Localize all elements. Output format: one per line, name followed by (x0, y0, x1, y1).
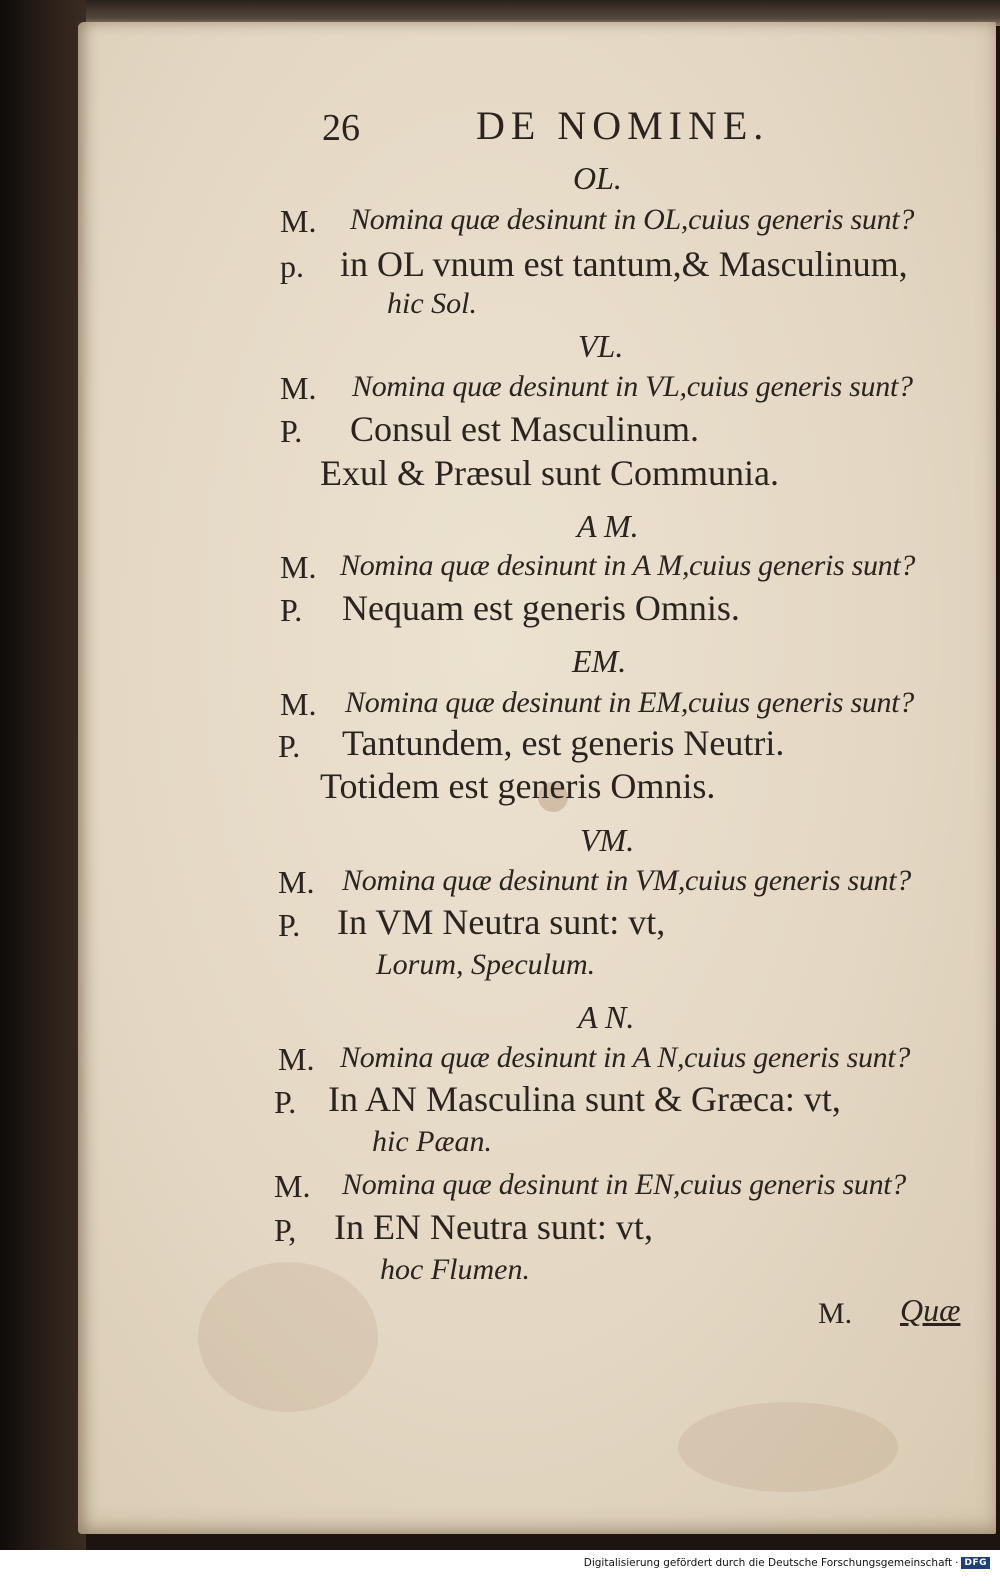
speaker-label: M. (280, 203, 317, 239)
speaker-label: P. (274, 1084, 297, 1120)
speaker-label: M. (280, 370, 317, 406)
speaker-label: P. (278, 907, 301, 943)
credit-text: Digitalisierung gefördert durch die Deutsche Forschungsgemeinschaft (583, 1557, 953, 1569)
answer-line: Tantundem, est generis Neutri. (342, 723, 785, 763)
running-title: DE NOMINE. (476, 103, 770, 148)
answer-line: Nequam est generis Omnis. (342, 588, 740, 628)
book-binding (0, 0, 86, 1550)
section-heading: OL. (573, 160, 622, 196)
answer-line: In EN Neutra sunt: vt, (334, 1207, 653, 1247)
section-heading: VL. (578, 328, 624, 364)
catchword: Quæ (900, 1292, 961, 1328)
example-line: Lorum, Speculum. (376, 948, 596, 981)
example-line: hic Pæan. (372, 1125, 492, 1158)
question-line: Nomina quæ desinunt in A N,cuius generis sunt? (340, 1041, 911, 1074)
example-line: hoc Flumen. (380, 1253, 530, 1286)
section-heading: EM. (572, 643, 627, 679)
speaker-label: p. (280, 248, 304, 284)
speaker-label: P. (280, 413, 303, 449)
dfg-logo-icon: DFG (961, 1557, 990, 1569)
question-line: Nomina quæ desinunt in OL,cuius generis sunt? (350, 203, 915, 236)
question-line: Nomina quæ desinunt in VL,cuius generis sunt? (352, 370, 913, 403)
answer-line: Exul & Præsul sunt Communia. (320, 453, 780, 493)
question-line: Nomina quæ desinunt in EN,cuius generis sunt? (342, 1168, 907, 1201)
answer-line: Consul est Masculinum. (350, 409, 699, 449)
speaker-label: M. (280, 549, 317, 585)
paper-stain (678, 1402, 898, 1492)
speaker-label: P. (280, 592, 303, 628)
section-heading: A M. (577, 508, 639, 544)
section-heading: A N. (578, 999, 635, 1035)
digitization-credit (584, 1557, 990, 1569)
answer-line: Totidem est generis Omnis. (320, 766, 716, 806)
page-number: 26 (322, 107, 360, 149)
question-line: Nomina quæ desinunt in A M,cuius generis sunt? (340, 549, 916, 582)
question-line: Nomina quæ desinunt in EM,cuius generis sunt? (345, 686, 914, 719)
speaker-label: P. (278, 728, 301, 764)
answer-line: In AN Masculina sunt & Græca: vt, (328, 1079, 841, 1119)
question-line: Nomina quæ desinunt in VM,cuius generis sunt? (342, 864, 911, 897)
paper-stain (198, 1262, 378, 1412)
answer-line: in OL vnum est tantum,& Masculinum, (340, 244, 908, 284)
credit-separator: · (955, 1557, 959, 1569)
speaker-label: M. (278, 1041, 315, 1077)
example-line: hic Sol. (387, 287, 477, 320)
section-heading: VM. (580, 822, 635, 858)
answer-line: In VM Neutra sunt: vt, (337, 902, 666, 942)
speaker-label: M. (274, 1168, 311, 1204)
speaker-label: M. (278, 864, 315, 900)
speaker-label: P, (274, 1212, 297, 1248)
speaker-label: M. (280, 686, 317, 722)
catchline-speaker: M. (818, 1297, 853, 1330)
